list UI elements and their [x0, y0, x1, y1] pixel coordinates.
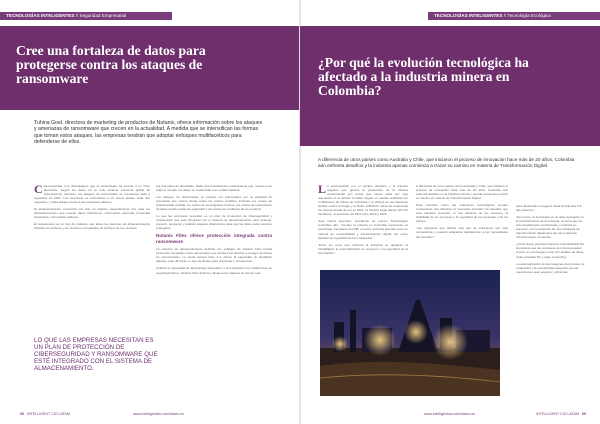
- section-label: TECNOLOGÍAS INTELIGENTES: [434, 13, 503, 18]
- article-lead: A diferencia de otros países como Australia y Chile, que iniciaron el proceso de innovación hace más de 20 años, Colombia aún enfrenta desafíos y la industria apenas comienza a trazar su camino en materia de Transformación Digital.: [318, 157, 575, 168]
- paragraph: para desarrollar el negocio hacia la Industria 4.0”, dijo Guerrero.: [516, 204, 583, 213]
- drop-cap: L: [318, 182, 327, 196]
- title-banner: [0, 26, 300, 110]
- photo-illustration: [320, 270, 500, 396]
- body-column-3: [516, 204, 586, 277]
- article-lead: Tuhina Goel, directora de marketing de productos de Nutanix, ofrece información sobre los ataques y amenazas de ransomware que crecen en la actualidad. A medida que se intensifican las formas que toman estos ataques, las empresas tendrán que adoptar enfoques multifacéticos para defenderse de ellos.: [34, 120, 263, 145]
- paragraph: Usando la capacidad de aprendizaje automático y la integración con plataformas de seguridad líderes, Nutanix Files detecta y bloquea los ataques en tiempo real.: [156, 266, 272, 275]
- page-number: 66: [20, 412, 24, 416]
- paragraph: ¿Cómo llevar procesos hacia la sostenibilidad? Es importante que las empresas de minería puedan invertir en tecnologías como IoT, análisis de datos, redes privadas 5G y edge computing.: [516, 242, 585, 259]
- publication-name: INTELLIGENT CIO LATAM: [536, 412, 579, 416]
- article-title: ¿Por qué la evolución tecnológica ha afectado a la industria minera en Colombia?: [318, 55, 529, 98]
- paragraph: por una clave de descifrado. Dada una incertidumbre sustancial de que, incluso si se paga el rescate, los datos se restaurarán a su estado habitual.: [156, 184, 272, 193]
- body-column-1: [34, 184, 150, 233]
- paragraph: “En Lumen, la tecnología es un valor agregado en la transformación de la industria: un tema que ha sido ampliamente mencionado y continúa en aumento, con la adopción de una estrategia de transformación digital para que las empresas mineras logren un cambio.: [516, 215, 584, 240]
- footer-url: www.intelligentcio.com/latam-es: [424, 412, 476, 416]
- subsection-label: // Seguridad Empresarial: [75, 13, 127, 18]
- publication-name: INTELLIGENT CIO LATAM: [27, 412, 70, 416]
- paragraph: Los ataques de ransomware se pueden ver potenciados por la variedad de amenazas que vienen desde todos los puntos posibles, incluidos los costos de productividad perdida, los costos de investigación forense, los costos de restauración de datos desde copias de seguridad y los costos de confianza de los usuarios.: [156, 195, 272, 212]
- footer: [424, 412, 586, 416]
- section-header: [428, 12, 600, 20]
- pull-quote: LO QUE LAS EMPRESAS NECESITAN ES UN PLAN DE PROTECCIÓN DE CIBERSEGURIDAD Y RANSOMWARE QUE ESTÉ INTEGRADO CON EL SISTEMA DE ALMACENAMIENTO.: [34, 337, 158, 372]
- section-header: [0, 12, 172, 20]
- paragraph: A diferencia de otros países como Australia y Chile, que iniciaron el proceso de innovación hace más de 20 años, Colombia aún enfrenta desafíos en la industria minera y apenas comienza a trazar su camino en materia de Transformación Digital.: [416, 184, 508, 201]
- paragraph: Lo que las empresas necesitan es un plan de protección de ciberseguridad y ransomware que esté integrado con el sistema de almacenamiento para detectar, prevenir, recuperar y analizar ataques cibernéticos para que los datos estén siempre protegidos.: [156, 214, 272, 231]
- paragraph: Para entender cómo las soluciones tecnológicas pueden revolucionar una industria es necesario entender los desafíos que esta industria presenta: el uso eficiente de los recursos, la visibilidad de los procesos y la seguridad de las personas y de los activos.: [416, 203, 508, 224]
- paragraph: a preocupación por el cambio climático y el impacto negativo que genera la producción de la minería convencional son temas que toman cada vez más relevancia en el debate mundial. Según un estudio realizado por el Ministerio de Minas de Colombia y la Oficina de las Naciones Unidas contra la Droga y el Delito (UNODC) sobre las evidencias de minería aluvial de oro en 2021, la minería ilegal afectó 101.112 hectáreas, un aumento del 39% entre 2019 y 2020.: [318, 184, 408, 217]
- subheading: Nutanix Files ofrece protección integrada contra ransomware: [156, 233, 272, 244]
- article-title: Cree una fortaleza de datos para protegerse contra los ataques de ransomware: [16, 43, 206, 86]
- paragraph: “Entre los retos que enfrenta la industria se destacan la trazabilidad, la automatización de procesos y la seguridad de la información.”: [318, 242, 408, 255]
- paragraph: El almacenamiento consumido ha sido un objetivo especialmente rico para los ciberdelincuentes que buscan datos financieros, información personal, propiedad intelectual y otros datos valiosos.: [34, 207, 150, 220]
- paragraph: La automatización de las máquinas del proceso de producción y la conectividad aseguran que las operaciones sean seguras y eficientes.: [516, 261, 585, 274]
- paragraph: El ransomware es un tipo de malware que ataca los sistemas de almacenamiento cifrando los archivos y los recursos compartidos de archivos de los usuarios.: [34, 222, 150, 231]
- subsection-label: // Tecnología Ecológica: [503, 13, 551, 18]
- paragraph: La solución de almacenamiento definido por software de Nutanix Files brinda protección integrada contra ransomware que ayuda a los clientes a proteger los datos no estructurados. La oferta incluye Files 4.1, ofrece la capacidad de identificar ataques a las 48 horas, lo que da tiempo para responder y recuperarse.: [156, 247, 272, 264]
- drop-cap: C: [34, 182, 43, 196]
- page-number: 69: [582, 412, 586, 416]
- paragraph: iberseguridad. Los ciberataques que el ransomware ha crecido a un ritmo alarmante. Según los datos de la más reciente encuesta global de Cybersecurity Ventures, los ataques de ransomware se cometerán cada 2 segundos en 2031. Las empresas se enfrentarán a un nuevo ataque cada dos segundos, y cada ataque cuesta a las empresas millones.: [34, 184, 150, 205]
- mining-site-night-photo: [320, 270, 500, 396]
- title-banner: [300, 26, 600, 146]
- section-label: TECNOLOGÍAS INTELIGENTES: [6, 13, 75, 18]
- footer: [20, 412, 184, 416]
- footer-url: www.intelligentcio.com/latam-es: [132, 412, 184, 416]
- right-page: [300, 0, 600, 424]
- paragraph: “Las empresas que utilizan este tipo de soluciones son más competitivas y pueden adaptarse rápidamente a las necesidades del mercado.”: [416, 226, 508, 239]
- body-column-2: [156, 184, 272, 278]
- body-column-1: [318, 184, 408, 258]
- body-column-2: [416, 184, 508, 242]
- paragraph: Juan Carlos Guerrero, presidente de Lumen Technologies Colombia, dijo: “Aunque la minería en Colombia representa un porcentaje importante del PIB, el sector enfrenta grandes retos en materia de sostenibilidad y transformación digital, así como también de seguridad de los empleados.”: [318, 219, 408, 240]
